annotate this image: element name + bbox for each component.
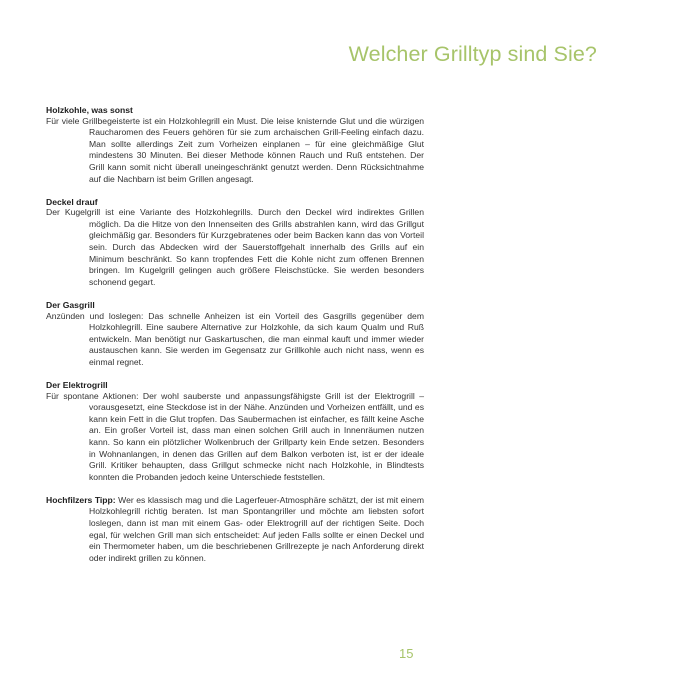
section-holzkohle — [46, 105, 424, 185]
tip-body: Wer es klassisch mag und die Lagerfeuer-Atmosphäre schätzt, der ist mit einem Holzkohlegrill richtig beraten. Ist man Spontangriller und möchte am liebsten sofort loslegen, dann ist man mit einem Gas- oder Elektrogrill auf der richtigen Seite. Doch egal, für welchen Grill man sich entscheidet: Auf jeden Falls sollte er einen Deckel und ein Thermometer haben, um die beschriebenen Grillrezepte je nach Anforderung direkt oder indirekt grillen zu können. — [89, 494, 424, 563]
section-heading: Der Gasgrill — [46, 299, 95, 310]
section-body: Der Kugelgrill ist eine Variante des Holzkohlegrills. Durch den Deckel wird indirektes Grillen möglich. Da die Hitze von den Innenseiten des Grills abstrahlen kann, wird das Grillgut gleichmäßig gar. Besonders für Kurzgebratenes oder beim Backen kann das von Vorteil sein. Durch das Abdecken wird der Sauerstoffgehalt innerhalb des Grills auf ein Minimum beschränkt. So kann tropfendes Fett die Kohle nicht zum offenen Brennen bringen. Im Kugelgrill gelingen auch größere Fleischstücke. Sie werden besonders schonend gegart. — [46, 207, 424, 287]
page-number: 15 — [399, 646, 414, 661]
tip-paragraph — [46, 495, 424, 565]
article-body — [46, 105, 424, 564]
section-heading: Der Elektrogrill — [46, 379, 108, 390]
page-title: Welcher Grilltyp sind Sie? — [348, 42, 597, 66]
section-body: Für spontane Aktionen: Der wohl sauberste und anpassungsfähigste Grill ist der Elektrogrill – vorausgesetzt, eine Steckdose ist in der Nähe. Anzünden und Vorheizen entfällt, und es kann kein Fett in die Glut tropfen. Das Saubermachen ist einfacher, es fällt keine Asche an. Ein großer Vorteil ist, dass man einen solchen Grill auch in Innenräumen nutzen kann. So kann ein plötzlicher Wolkenbruch der Grillparty kein Ende setzen. Besonders in Wohnanlangen, in denen das Grillen auf dem Balkon verboten ist, ist er der ideale Grill. Kritiker behaupten, dass Grillgut schmecke nicht nach Holzkohle, in Blindtests konnten die Probanden jedoch keine Unterschiede feststellen. — [46, 390, 424, 482]
section-heading: Deckel drauf — [46, 196, 98, 207]
section-elektrogrill — [46, 380, 424, 483]
section-body: Anzünden und loslegen: Das schnelle Anheizen ist ein Vorteil des Gasgrills gegenüber dem Holzkohlegrill. Eine saubere Alternative zur Holzkohle, da sich kaum Qualm und Ruß entwickeln. Man benötigt nur Gaskartuschen, die man einmal kauft und immer wieder austauschen kann. Sie werden im Gegensatz zur Grillkohle auch nicht nass, wenn es einmal regnet. — [46, 310, 424, 367]
tip-box — [46, 495, 424, 565]
section-body: Für viele Grillbegeisterte ist ein Holzkohlegrill ein Must. Die leise knisternde Glut und die würzigen Raucharomen des Feuers gehören für sie zum archaischen Grill-Feeling einfach dazu. Man sollte allerdings Zeit zum Vorheizen einplanen – für eine gleichmäßige Glut mindestens 30 Minuten. Bei dieser Methode können Rauch und Ruß entstehen. Der Grill kann somit nicht überall uneingeschränkt genutzt werden. Denn Rücksichtnahme auf die Nachbarn ist beim Grillen angesagt. — [46, 115, 424, 184]
tip-label: Hochfilzers Tipp: — [46, 494, 116, 505]
section-gasgrill — [46, 300, 424, 369]
section-heading: Holzkohle, was sonst — [46, 105, 133, 115]
section-deckel — [46, 197, 424, 289]
